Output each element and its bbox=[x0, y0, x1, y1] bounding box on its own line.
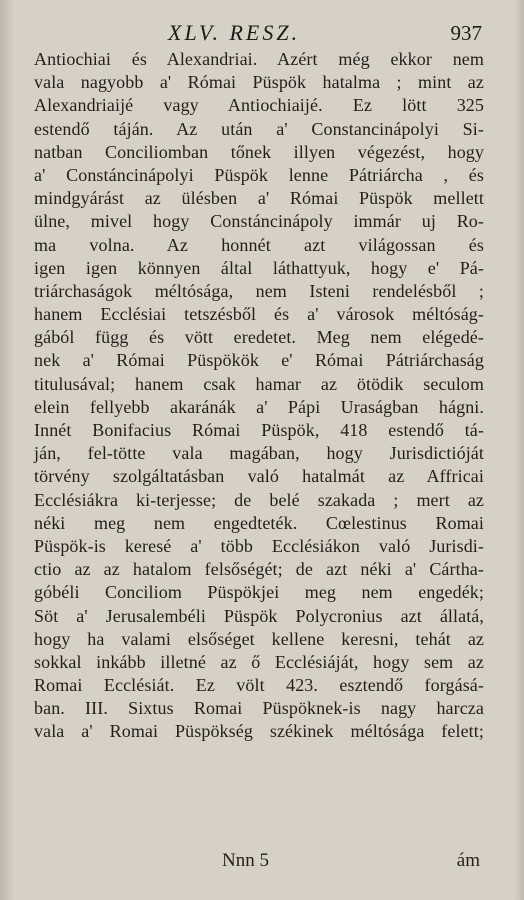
running-title: XLV. RESZ. bbox=[168, 20, 301, 45]
text-line: Söt a' Jerusalembéli Püspök Polycronius azt állatá, bbox=[34, 605, 484, 626]
text-line: hogy ha valami elsőséget kellene keresni, tehát az bbox=[34, 628, 484, 649]
text-line: estendő táján. Az után a' Constancinápolyi Si- bbox=[34, 118, 484, 139]
text-line: a' Constáncinápolyi Püspök lenne Pátriárcha , és bbox=[34, 164, 484, 185]
text-line: néki meg nem engedteték. Cœlestinus Romai bbox=[34, 512, 484, 533]
text-line: hanem Ecclésiai tetszésből és a' városok méltóság- bbox=[34, 304, 484, 325]
page-header bbox=[0, 20, 524, 46]
text-line: elein fellyebb akaránák a' Pápi Uraságban hágni. bbox=[34, 396, 484, 417]
text-line: Ecclésiákra ki-terjesse; de belé szakada ; mert az bbox=[34, 489, 484, 510]
text-line: vala a' Romai Püspökség székinek méltósága felett; bbox=[34, 721, 484, 742]
text-line: titulusával; hanem csak hamar az ötödik seculom bbox=[34, 373, 484, 394]
signature-mark: Nnn 5 bbox=[222, 850, 269, 871]
text-line: ján, fel-tötte vala magában, hogy Jurisdictióját bbox=[34, 443, 484, 464]
catchword: ám bbox=[456, 850, 480, 871]
text-line: gából függ és vött eredetet. Meg nem elégedé- bbox=[34, 327, 484, 348]
text-line: Romai Ecclésiát. Ez völt 423. esztendő forgásá- bbox=[34, 675, 484, 696]
text-line: nek a' Római Püspökök e' Római Pátriárchaság bbox=[34, 350, 484, 371]
text-line: ban. III. Sixtus Romai Püspöknek-is nagy harcza bbox=[34, 698, 484, 719]
page-edge-shadow bbox=[514, 0, 524, 900]
text-line: Alexandriaijé vagy Antiochiaijé. Ez lött 325 bbox=[34, 95, 484, 116]
text-line: igen igen könnyen által láthattyuk, hogy e' Pá- bbox=[34, 257, 484, 278]
text-line: ma volna. Az honnét azt világossan és bbox=[34, 234, 484, 255]
page-number: 937 bbox=[450, 21, 482, 45]
text-line: sokkal inkább illetné az ő Ecclésiáját, hogy sem az bbox=[34, 651, 484, 672]
text-line: natban Conciliomban tőnek illyen végezést, hogy bbox=[34, 141, 484, 162]
text-line: Püspök-is keresé a' több Ecclésiákon való Jurisdi- bbox=[34, 535, 484, 556]
text-line: góbéli Conciliom Püspökjei meg nem engedék; bbox=[34, 582, 484, 603]
text-line: triárchaságok méltósága, nem Isteni rendelésből ; bbox=[34, 280, 484, 301]
text-line: törvény szolgáltatásban való hatalmát az Affricai bbox=[34, 466, 484, 487]
page-gutter-shadow bbox=[0, 0, 14, 900]
text-line: Antiochiai és Alexandriai. Azért még ekkor nem bbox=[34, 49, 484, 69]
text-line: ülne, mivel hogy Constáncinápoly immár uj Ro- bbox=[34, 211, 484, 232]
page-footer bbox=[0, 850, 524, 876]
text-line: Innét Bonifacius Római Püspök, 418 estendő tá- bbox=[34, 420, 484, 440]
text-line: vala nagyobb a' Római Püspök hatalma ; mint az bbox=[34, 72, 484, 93]
body-text bbox=[34, 48, 484, 744]
text-line: mindgyárást az ülésben a' Római Püspök mellett bbox=[34, 188, 484, 209]
text-line: ctio az az hatalom felsőségét; de azt néki a' Cártha- bbox=[34, 559, 484, 580]
